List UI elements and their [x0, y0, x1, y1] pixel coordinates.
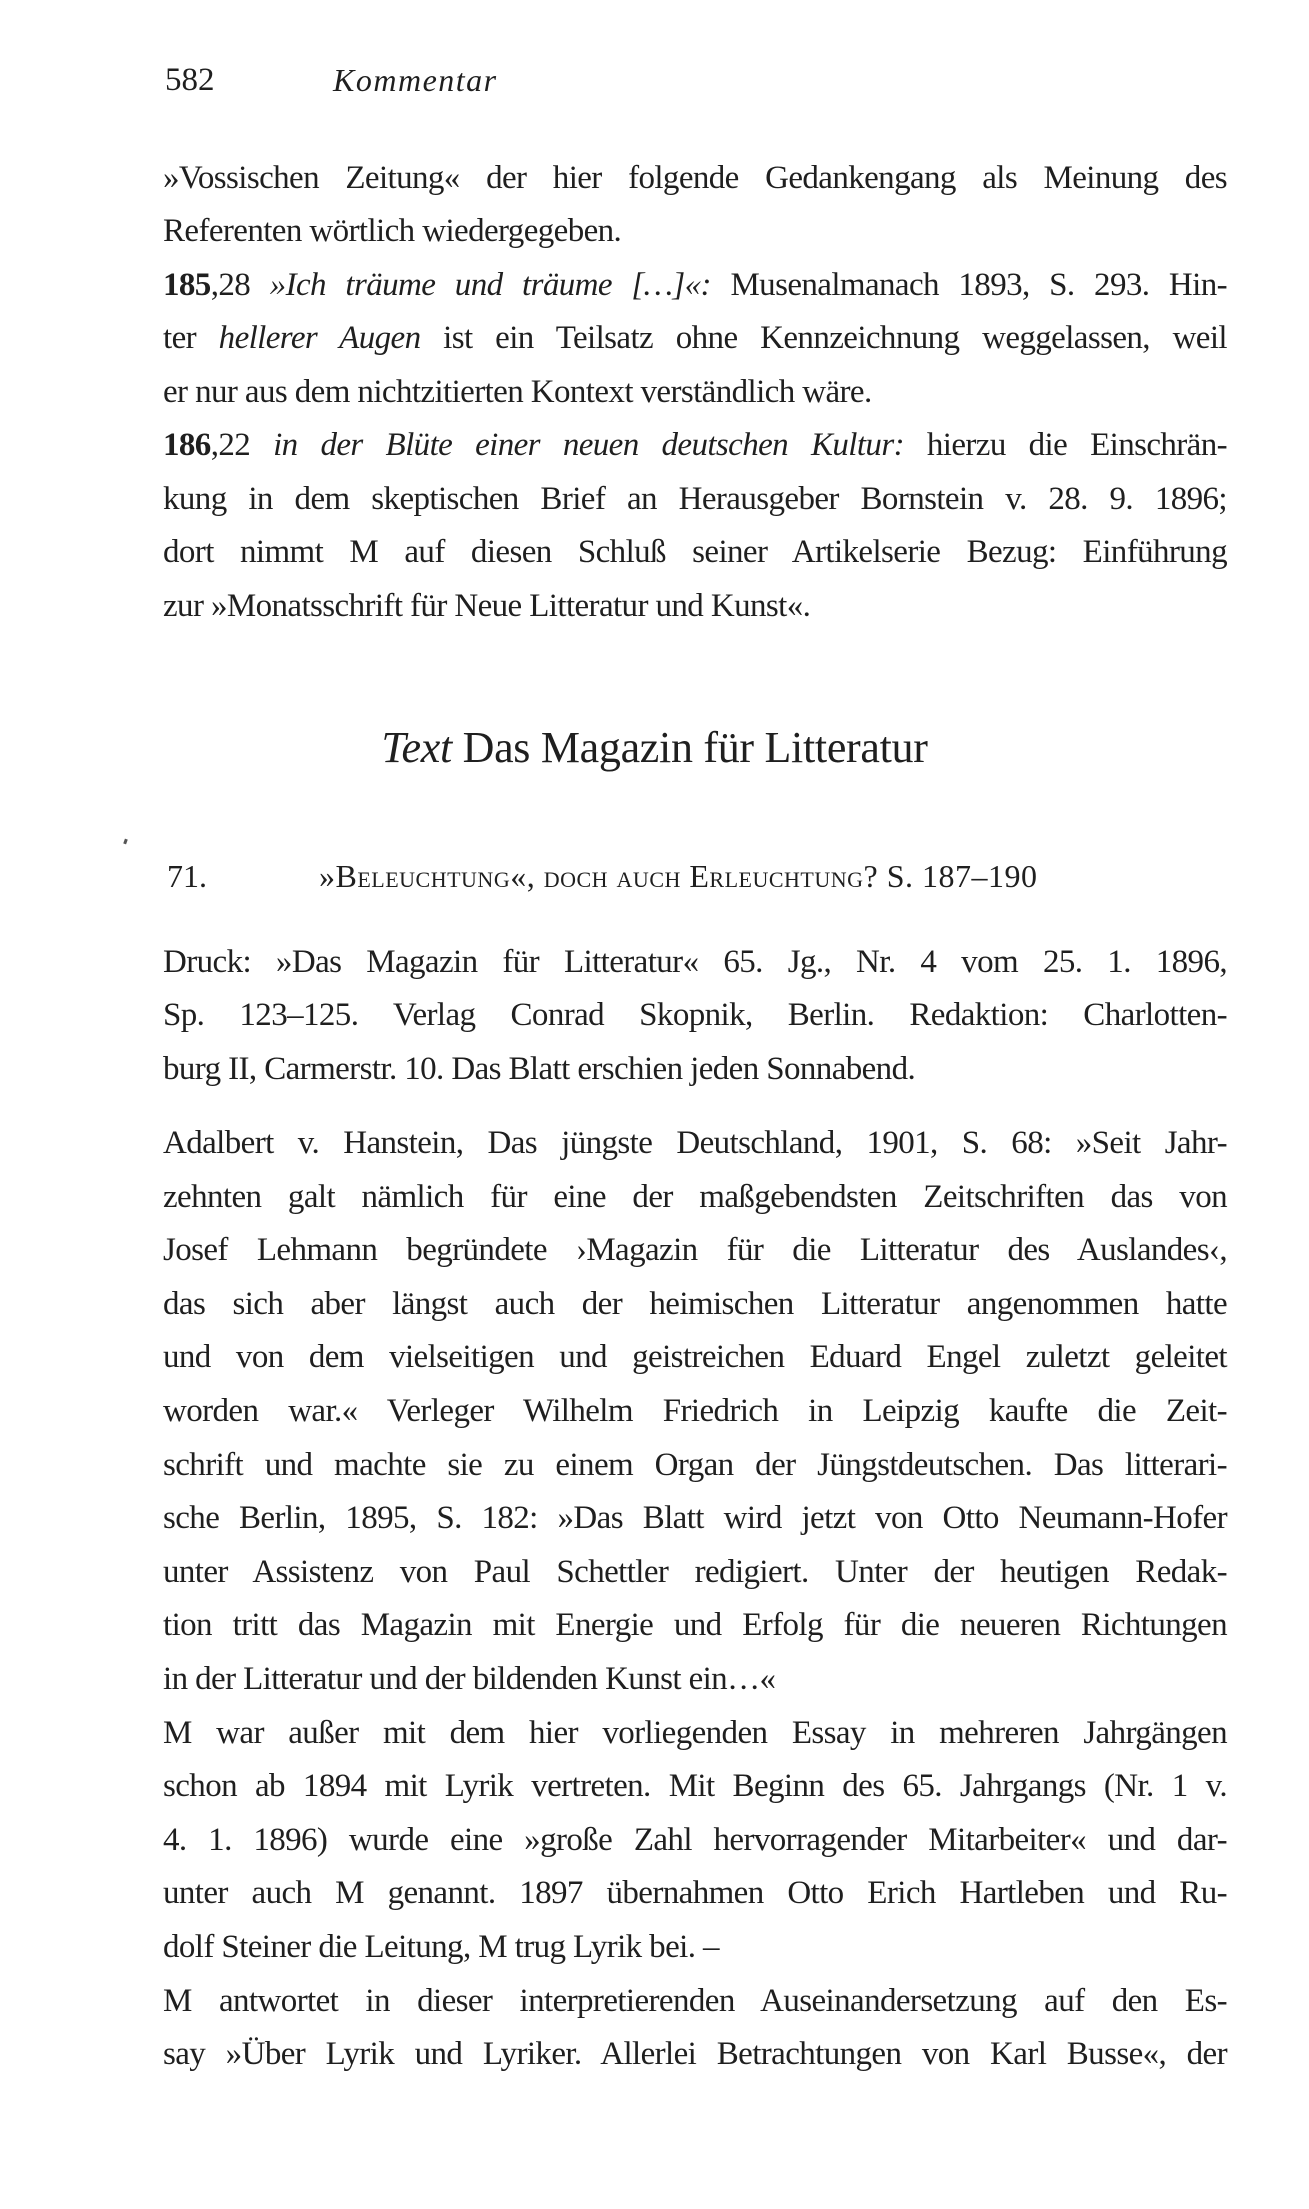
text-line: und von dem vielseitigen und geistreichen Eduard Engel zuletzt geleitet	[163, 1339, 1227, 1376]
text-line: Sp. 123–125. Verlag Conrad Skopnik, Berlin. Redaktion: Charlotten-	[163, 997, 1227, 1033]
text-line: unter auch M genannt. 1897 übernahmen Otto Erich Hartleben und Ru-	[163, 1875, 1227, 1912]
text-line: 4. 1. 1896) wurde eine »große Zahl hervorragender Mitarbeiter« und dar-	[163, 1821, 1227, 1858]
entry-title: »Beleuchtung«, doch auch Erleuchtung?	[319, 858, 879, 894]
text-line	[163, 318, 1227, 358]
text-line: er nur aus dem nichtzitierten Kontext verständlich wäre.	[163, 374, 872, 410]
text-line: M antwortet in dieser interpretierenden Auseinandersetzung auf den Es-	[163, 1982, 1227, 2019]
running-title: Kommentar	[333, 62, 498, 98]
note-text: Musenalmanach 1893, S. 293. Hin-	[730, 267, 1227, 303]
stray-mark	[123, 839, 128, 845]
text-line: sche Berlin, 1895, S. 182: »Das Blatt wird jetzt von Otto Neumann-Hofer	[163, 1500, 1227, 1537]
note-text: ist ein Teilsatz ohne Kennzeichnung weggelassen, weil	[443, 320, 1227, 356]
text-line: schrift und machte sie zu einem Organ der Jüngstdeutschen. Das litterari-	[163, 1446, 1227, 1483]
text-line: zehnten galt nämlich für eine der maßgebendsten Zeitschriften das von	[163, 1178, 1227, 1215]
section-heading	[0, 722, 1309, 773]
text-line: Adalbert v. Hanstein, Das jüngste Deutschland, 1901, S. 68: »Seit Jahr-	[163, 1125, 1227, 1161]
text-line: Referenten wörtlich wiedergegeben.	[163, 213, 622, 249]
entry-number: 71.	[167, 858, 207, 894]
note-text: hierzu die Einschrän-	[926, 427, 1228, 463]
note-ref-line: ,28	[210, 267, 251, 303]
note-ref: 186	[163, 427, 211, 463]
text-line: Druck: »Das Magazin für Litteratur« 65. Jg., Nr. 4 vom 25. 1. 1896,	[163, 944, 1227, 980]
note-ref-line: ,22	[210, 427, 251, 463]
text-line: zur »Monatsschrift für Neue Litteratur und Kunst«.	[163, 588, 811, 624]
text-line: in der Litteratur und der bildenden Kunst ein…«	[163, 1661, 776, 1697]
text-line: unter Assistenz von Paul Schettler redigiert. Unter der heutigen Redak-	[163, 1553, 1227, 1590]
note-lemma: in der Blüte einer neuen deutschen Kultur:	[273, 427, 904, 463]
note-ref: 185	[163, 267, 211, 303]
text-line: say »Über Lyrik und Lyriker. Allerlei Betrachtungen von Karl Busse«, der	[163, 2036, 1227, 2073]
text-line: schon ab 1894 mit Lyrik vertreten. Mit Beginn des 65. Jahrgangs (Nr. 1 v.	[163, 1768, 1227, 1805]
text-line: »Vossischen Zeitung« der hier folgende Gedankengang als Meinung des	[163, 160, 1227, 196]
entry-title-line	[319, 858, 1038, 895]
text-line: burg II, Carmerstr. 10. Das Blatt erschien jeden Sonnabend.	[163, 1051, 916, 1087]
text-line: M war außer mit dem hier vorliegenden Essay in mehreren Jahrgängen	[163, 1714, 1227, 1751]
text-line: dolf Steiner die Leitung, M trug Lyrik bei. –	[163, 1929, 719, 1965]
text-line: dort nimmt M auf diesen Schluß seiner Artikelserie Bezug: Einführung	[163, 534, 1227, 570]
note-185-28	[163, 265, 1227, 305]
section-heading-title: Das Magazin für Litteratur	[462, 723, 928, 772]
text-line: Josef Lehmann begründete ›Magazin für die Litteratur des Auslandes‹,	[163, 1232, 1227, 1269]
note-quote: hellerer Augen	[218, 320, 421, 356]
note-lemma: »Ich träume und träume […]«:	[269, 267, 711, 303]
page-number: 582	[165, 62, 215, 98]
note-text: ter	[163, 320, 197, 356]
text-line: kung in dem skeptischen Brief an Herausgeber Bornstein v. 28. 9. 1896;	[163, 481, 1227, 517]
section-heading-italic: Text	[381, 723, 452, 772]
text-line: worden war.« Verleger Wilhelm Friedrich in Leipzig kaufte die Zeit-	[163, 1393, 1227, 1429]
note-186-22	[163, 425, 1227, 465]
text-line: das sich aber längst auch der heimischen Litteratur angenommen hatte	[163, 1285, 1227, 1322]
text-line: tion tritt das Magazin mit Energie und Erfolg für die neueren Richtungen	[163, 1607, 1227, 1644]
entry-pages: S. 187–190	[886, 858, 1038, 894]
